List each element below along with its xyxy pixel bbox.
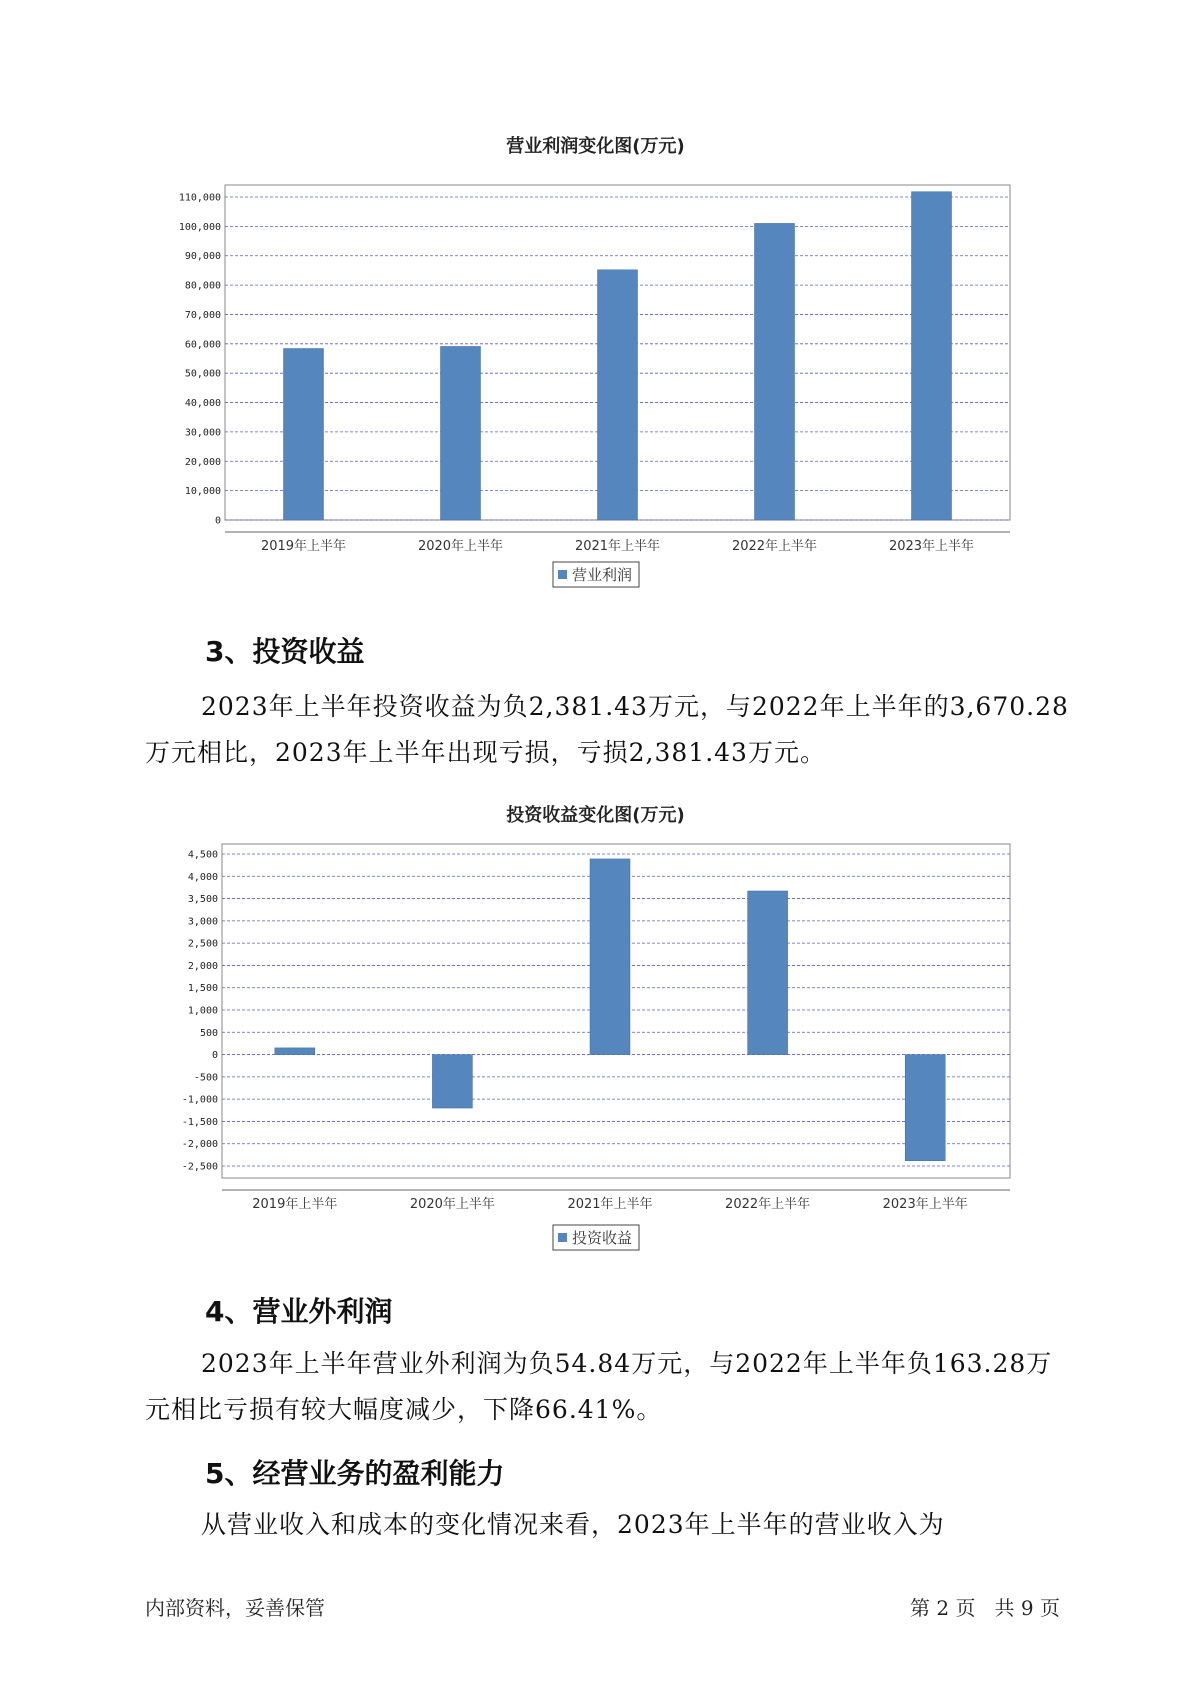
y-tick-label: -1,500 xyxy=(181,1116,218,1128)
y-tick-label: 4,000 xyxy=(187,871,218,883)
bar-1 xyxy=(275,1048,315,1055)
y-tick-label: 4,500 xyxy=(187,849,218,861)
y-tick-label: 50,000 xyxy=(184,368,221,380)
bar-2 xyxy=(441,346,481,520)
y-tick-label: 100,000 xyxy=(178,221,221,233)
bar-4 xyxy=(748,891,788,1055)
x-category-label: 2019年上半年 xyxy=(260,539,347,554)
bar-2 xyxy=(432,1055,472,1108)
y-tick-label: 2,500 xyxy=(187,938,218,950)
section-4-paragraph: 2023年上半年营业外利润为负54.84万元，与2022年上半年负163.28万元相比亏损有较大幅度减少，下降66.41%。 xyxy=(145,1349,1053,1424)
investment-income-chart xyxy=(0,828,1191,1258)
chart2-title: 投资收益变化图(万元) xyxy=(506,805,685,826)
x-category-label: 2022年上半年 xyxy=(731,539,818,554)
x-category-label: 2021年上半年 xyxy=(567,1197,653,1212)
y-tick-label: 30,000 xyxy=(184,427,221,439)
bar-5 xyxy=(905,1055,945,1161)
x-category-label: 2022年上半年 xyxy=(725,1197,811,1212)
y-tick-label: -2,500 xyxy=(181,1161,218,1173)
operating-profit-chart xyxy=(0,160,1191,584)
bar-3 xyxy=(598,270,638,520)
y-tick-label: 3,000 xyxy=(187,916,218,928)
section-3-heading: 3、投资收益 xyxy=(205,635,365,668)
y-tick-label: -500 xyxy=(193,1072,218,1084)
y-tick-label: 20,000 xyxy=(184,456,221,468)
y-tick-label: 0 xyxy=(211,1050,218,1062)
x-category-label: 2020年上半年 xyxy=(417,539,504,554)
y-tick-label: 3,500 xyxy=(187,894,218,906)
bar-1 xyxy=(284,349,324,520)
y-tick-label: 1,000 xyxy=(187,1005,218,1017)
x-category-label: 2020年上半年 xyxy=(409,1197,495,1212)
y-tick-label: 0 xyxy=(214,515,221,527)
y-tick-label: 1,500 xyxy=(187,983,218,995)
y-tick-label: 500 xyxy=(199,1027,218,1039)
y-tick-label: 110,000 xyxy=(178,192,221,204)
x-category-label: 2019年上半年 xyxy=(252,1197,338,1212)
chart1-title: 营业利润变化图(万元) xyxy=(506,136,685,157)
section-5-heading: 5、经营业务的盈利能力 xyxy=(205,1457,505,1490)
y-tick-label: 2,000 xyxy=(187,960,218,972)
y-tick-label: 70,000 xyxy=(184,309,221,321)
x-category-label: 2021年上半年 xyxy=(574,539,661,554)
footer-confidential-note: 内部资料，妥善保管 xyxy=(145,1596,325,1620)
section-5-paragraph: 从营业收入和成本的变化情况来看，2023年上半年的营业收入为 xyxy=(201,1510,945,1539)
legend-label: 投资收益 xyxy=(572,1229,633,1247)
y-tick-label: -1,000 xyxy=(181,1094,218,1106)
legend-swatch xyxy=(558,570,567,579)
bar-4 xyxy=(755,223,795,520)
section-3-paragraph: 2023年上半年投资收益为负2,381.43万元，与2022年上半年的3,670.28万元相比，2023年上半年出现亏损，亏损2,381.43万元。 xyxy=(145,692,1069,767)
footer-page-number: 第 2 页 共 9 页 xyxy=(910,1596,1060,1620)
y-tick-label: 40,000 xyxy=(184,398,221,410)
y-tick-label: 90,000 xyxy=(184,251,221,263)
section-4-heading: 4、营业外利润 xyxy=(205,1295,393,1328)
y-tick-label: 10,000 xyxy=(184,486,221,498)
y-tick-label: 80,000 xyxy=(184,280,221,292)
legend-swatch xyxy=(558,1233,567,1242)
y-tick-label: -2,000 xyxy=(181,1139,218,1151)
x-category-label: 2023年上半年 xyxy=(888,539,975,554)
bar-5 xyxy=(912,192,952,520)
legend-label: 营业利润 xyxy=(572,566,633,584)
y-tick-label: 60,000 xyxy=(184,339,221,351)
x-category-label: 2023年上半年 xyxy=(882,1197,968,1212)
bar-3 xyxy=(590,859,630,1055)
